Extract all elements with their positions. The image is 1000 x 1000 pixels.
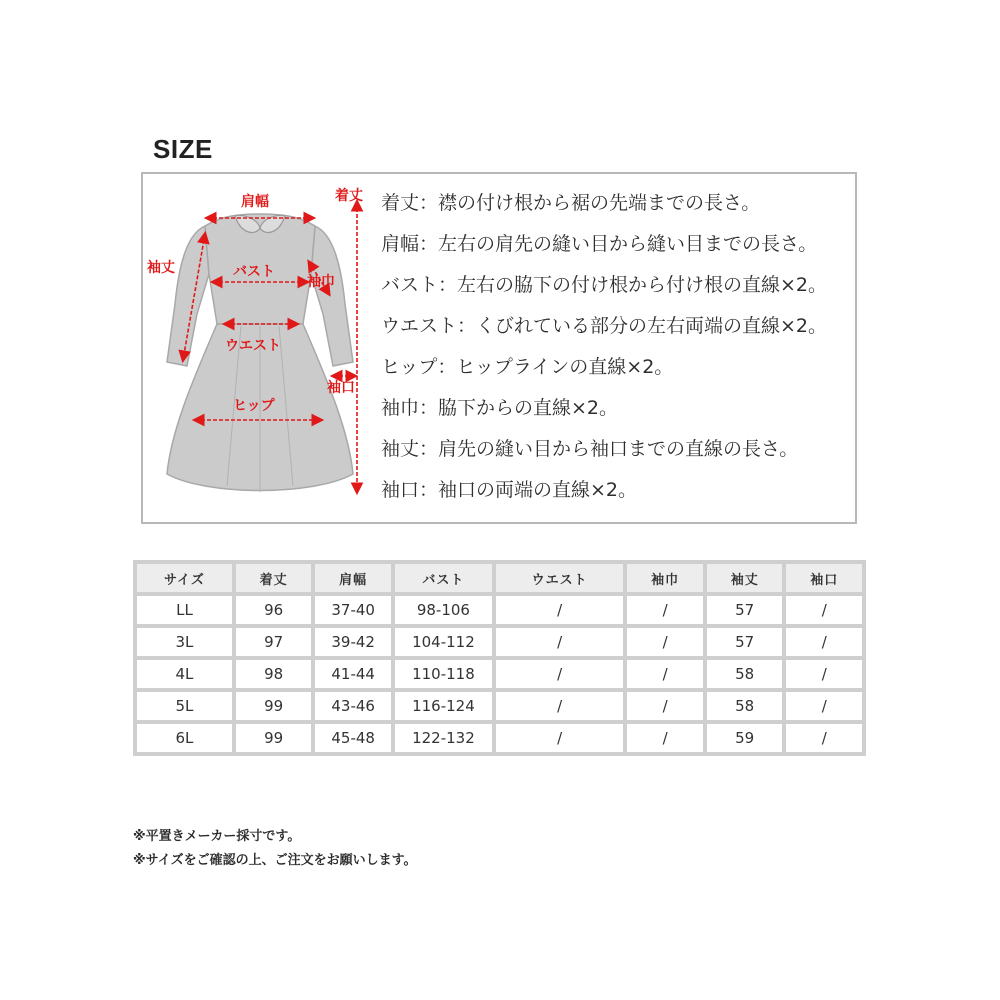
cell-bust: 98-106 <box>395 596 492 624</box>
cell-waist: / <box>496 724 624 752</box>
label-cuff: 袖口 <box>327 380 355 396</box>
definition-item: 袖丈：肩先の縫い目から袖口までの直線の長さ。 <box>381 438 799 460</box>
cell-length: 99 <box>236 724 312 752</box>
definition-item: 袖巾：脇下からの直線×2。 <box>381 397 619 419</box>
cell-size: 4L <box>137 660 232 688</box>
table-row <box>137 596 862 624</box>
cell-sleeve-width: / <box>627 628 703 656</box>
cell-shoulder: 37-40 <box>315 596 391 624</box>
cell-sleeve-width: / <box>627 660 703 688</box>
cell-sleeve-length: 57 <box>707 628 783 656</box>
definition-item: 肩幅：左右の肩先の縫い目から縫い目までの長さ。 <box>381 233 818 255</box>
notes <box>133 826 417 874</box>
cell-cuff: / <box>786 692 862 720</box>
cell-size: LL <box>137 596 232 624</box>
header-cuff: 袖口 <box>786 564 862 592</box>
page-title: SIZE <box>153 134 213 164</box>
table-row <box>137 628 862 656</box>
cell-size: 3L <box>137 628 232 656</box>
label-waist: ウエスト <box>225 338 281 354</box>
cell-length: 97 <box>236 628 312 656</box>
cell-cuff: / <box>786 596 862 624</box>
cell-size: 6L <box>137 724 232 752</box>
cell-cuff: / <box>786 660 862 688</box>
note-line: ※サイズをご確認の上、ご注文をお願いします。 <box>133 853 417 868</box>
measurement-diagram <box>141 172 857 524</box>
cell-bust: 110-118 <box>395 660 492 688</box>
cell-shoulder: 39-42 <box>315 628 391 656</box>
table-row <box>137 692 862 720</box>
header-sleeve-length: 袖丈 <box>707 564 783 592</box>
cell-length: 96 <box>236 596 312 624</box>
cell-sleeve-length: 58 <box>707 692 783 720</box>
label-hip: ヒップ <box>233 398 275 414</box>
header-sleeve-width: 袖巾 <box>627 564 703 592</box>
measurement-definitions <box>381 191 827 519</box>
cell-sleeve-length: 59 <box>707 724 783 752</box>
cell-waist: / <box>496 692 624 720</box>
definition-item: ウエスト：くびれている部分の左右両端の直線×2。 <box>381 315 828 337</box>
cell-sleeve-width: / <box>627 596 703 624</box>
label-bust: バスト <box>233 264 275 280</box>
cell-bust: 116-124 <box>395 692 492 720</box>
definition-item: バスト：左右の脇下の付け根から付け根の直線×2。 <box>381 274 828 296</box>
header-length: 着丈 <box>236 564 312 592</box>
note-line: ※平置きメーカー採寸です。 <box>133 829 301 844</box>
header-size: サイズ <box>137 564 232 592</box>
cell-cuff: / <box>786 628 862 656</box>
definition-item: ヒップ：ヒップラインの直線×2。 <box>381 356 674 378</box>
label-sleeve-width: 袖巾 <box>307 274 335 290</box>
cell-sleeve-length: 57 <box>707 596 783 624</box>
label-length: 着丈 <box>335 188 363 204</box>
cell-sleeve-width: / <box>627 692 703 720</box>
cell-shoulder: 43-46 <box>315 692 391 720</box>
table-row <box>137 724 862 752</box>
cell-waist: / <box>496 628 624 656</box>
cell-sleeve-length: 58 <box>707 660 783 688</box>
cell-shoulder: 41-44 <box>315 660 391 688</box>
table-row <box>137 660 862 688</box>
cell-length: 99 <box>236 692 312 720</box>
header-waist: ウエスト <box>496 564 624 592</box>
cell-shoulder: 45-48 <box>315 724 391 752</box>
cell-length: 98 <box>236 660 312 688</box>
cell-waist: / <box>496 596 624 624</box>
header-bust: バスト <box>395 564 492 592</box>
size-table <box>133 560 866 756</box>
table-header-row <box>137 564 862 592</box>
cell-bust: 104-112 <box>395 628 492 656</box>
definition-item: 袖口：袖口の両端の直線×2。 <box>381 479 638 501</box>
definition-item: 着丈：襟の付け根から裾の先端までの長さ。 <box>381 192 761 214</box>
label-sleeve-length: 袖丈 <box>147 260 175 276</box>
cell-size: 5L <box>137 692 232 720</box>
cell-waist: / <box>496 660 624 688</box>
cell-bust: 122-132 <box>395 724 492 752</box>
header-shoulder: 肩幅 <box>315 564 391 592</box>
cell-sleeve-width: / <box>627 724 703 752</box>
label-shoulder: 肩幅 <box>241 194 269 210</box>
cell-cuff: / <box>786 724 862 752</box>
